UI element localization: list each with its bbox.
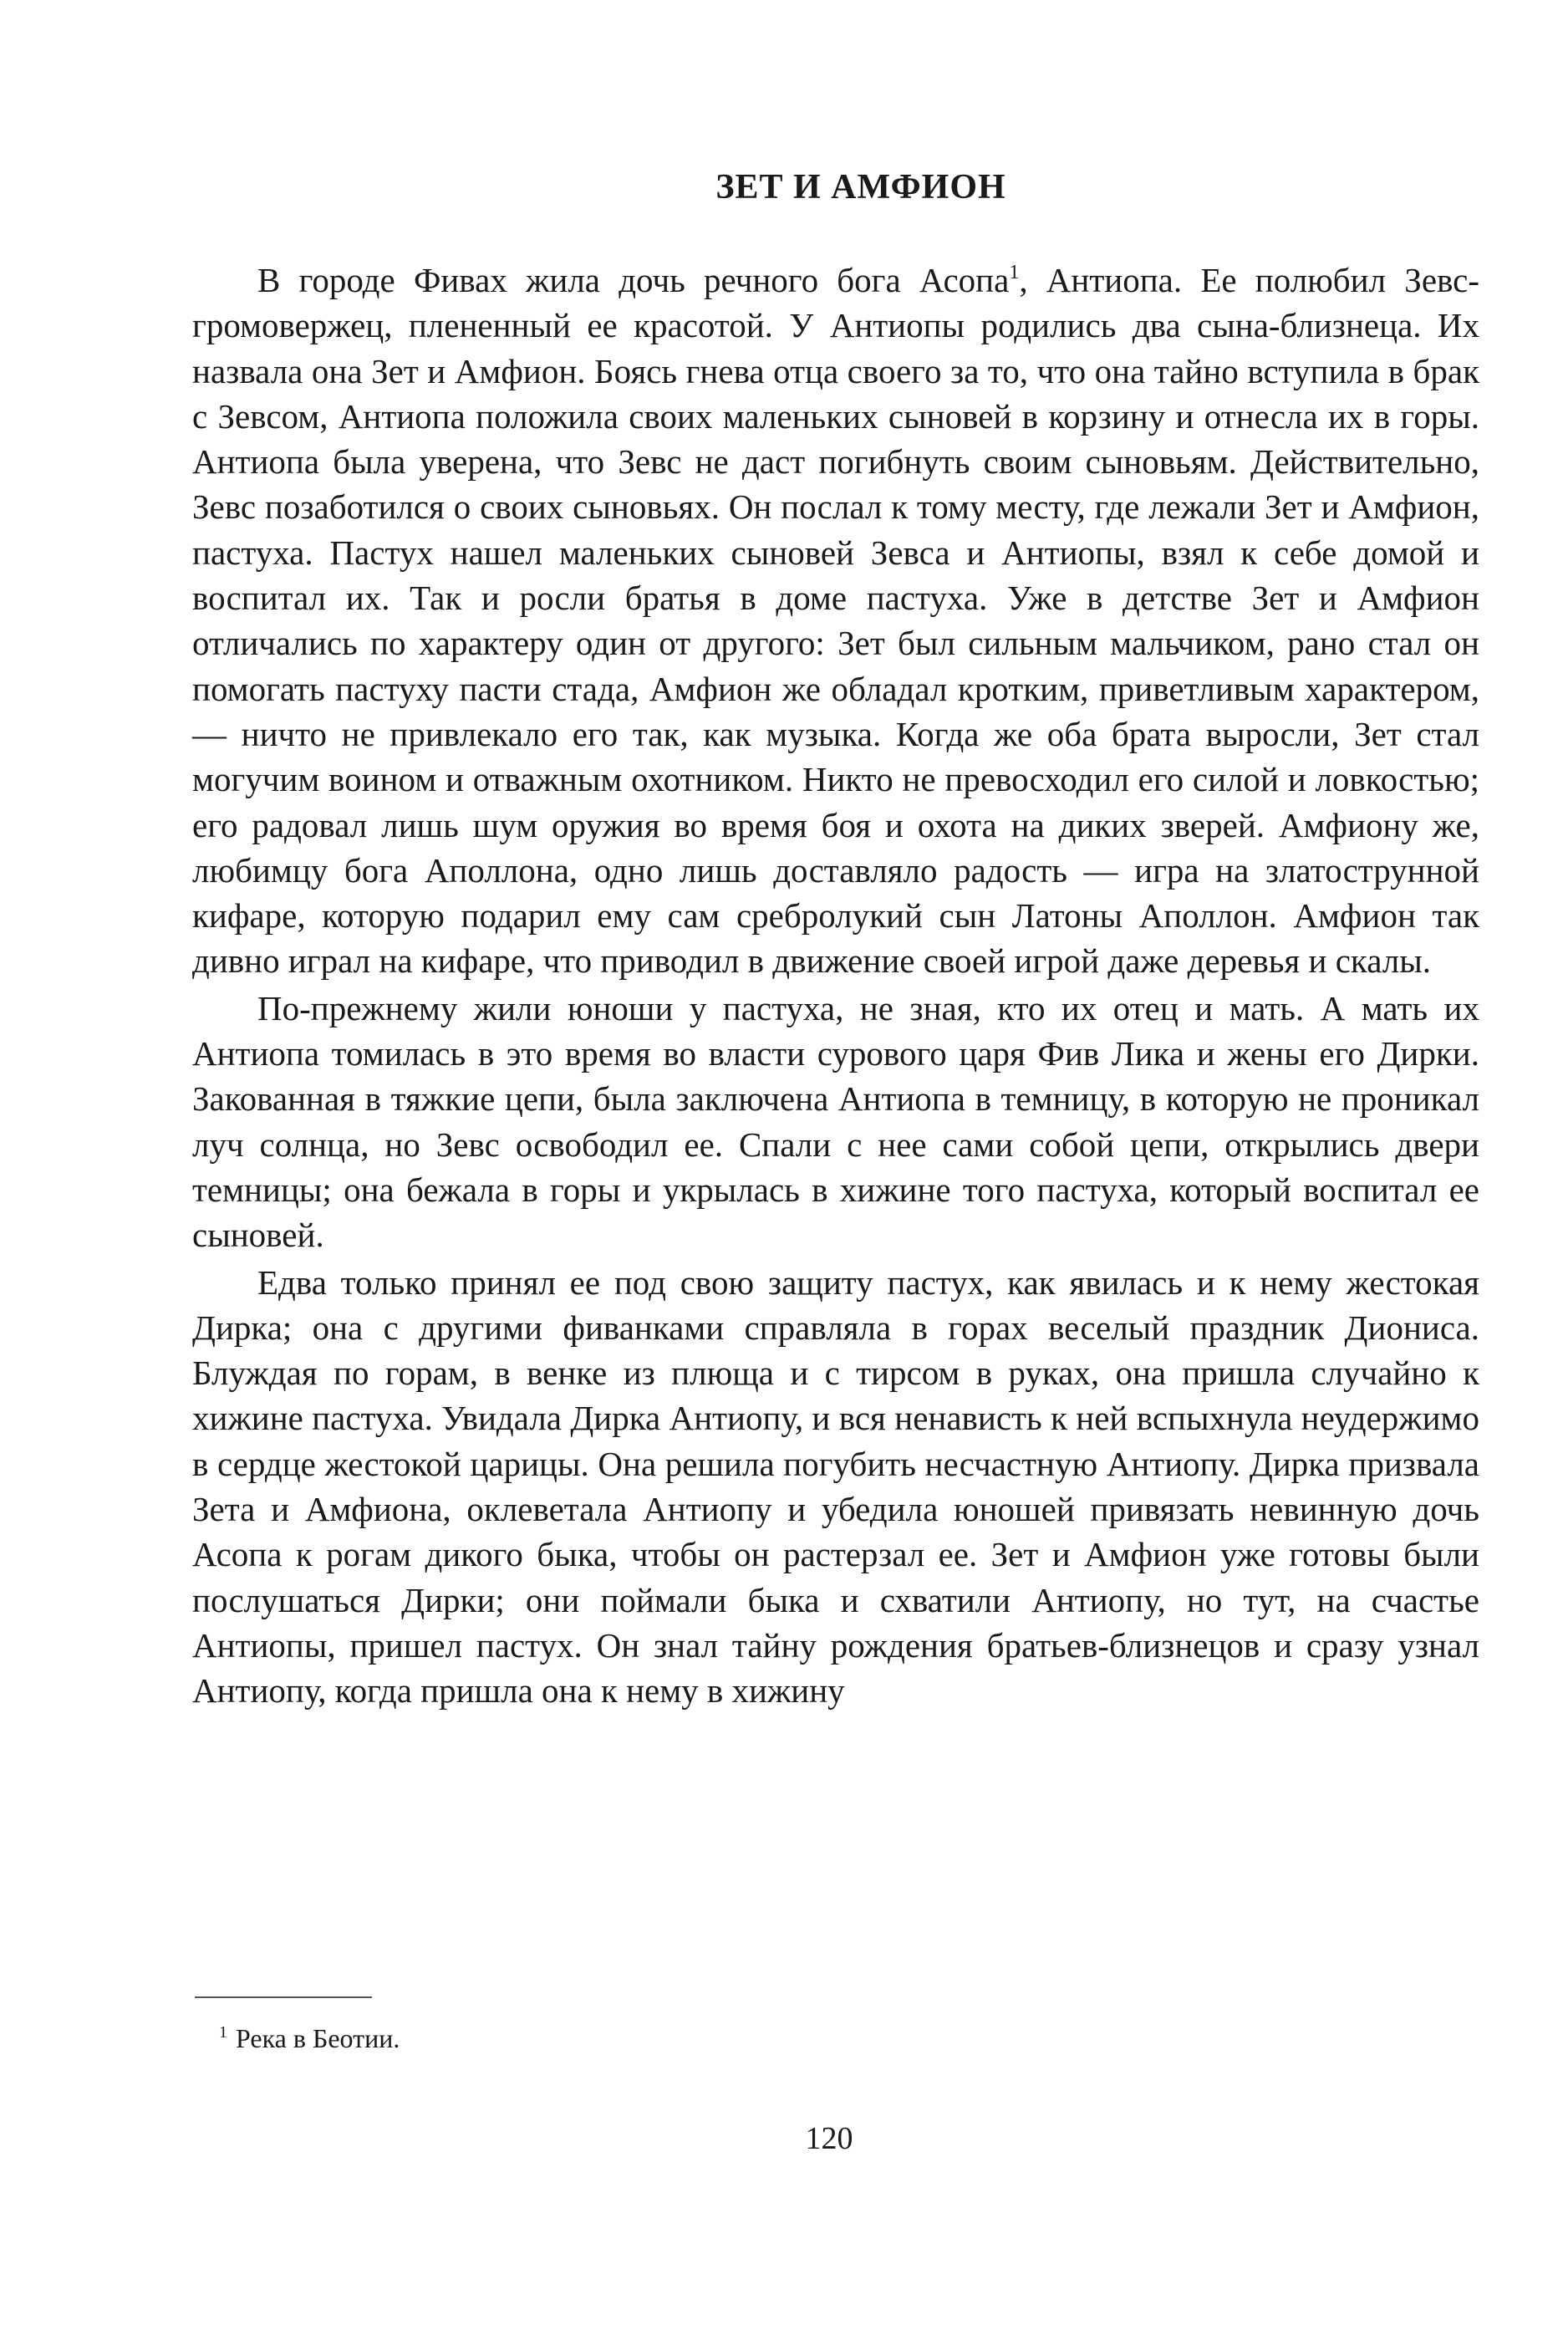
page-body — [192, 167, 1479, 1714]
footnote-mark: 1 — [219, 2023, 227, 2042]
page-number: 120 — [805, 2121, 853, 2156]
chapter-title: ЗЕТ И АМФИОН — [715, 168, 1006, 206]
footnote — [219, 2022, 400, 2055]
paragraph-1-rest: , Антиопа. Ее полюбил Зевс-громовержец, плененный ее красотой. У Антиопы родились два сына-близнеца. Их назвала она Зет и Амфион. Боясь гнева отца своего за то, что она тайно вступила в брак с Зевсом, Антиопа положила своих маленьких сыновей в корзину и отнесла их в горы. Антиопа была уверена, что Зевс не даст погибнуть своим сыновьям. Действительно, Зевс позаботился о своих сыновьях. Он послал к тому месту, где лежали Зет и Амфион, пастуха. Пастух нашел маленьких сыновей Зевса и Антиопы, взял к себе домой и воспитал их. Так и росли братья в доме пастуха. Уже в детстве Зет и Амфион отличались по характеру один от другого: Зет был сильным мальчиком, рано стал он помогать пастуху пасти стада, Амфион же обладал кротким, приветливым характером, — ничто не привлекало его так, как музыка. Когда же оба брата выросли, Зет стал могучим воином и отважным охотником. Никто не превосходил его силой и ловкостью; его радовал лишь шум оружия во время боя и охота на диких зверей. Амфиону же, любимцу бога Аполлона, одно лишь доставляло радость — игра на златострунной кифаре, которую подарил ему сам сребролукий сын Латоны Аполлон. Амфион так дивно играл на кифаре, что приводил в движение своей игрой даже деревья и скалы. — [192, 261, 1479, 981]
footnote-reference: 1 — [1009, 262, 1020, 283]
paragraph-1 — [192, 257, 1479, 984]
footnote-text: Река в Беотии. — [236, 2023, 400, 2053]
paragraph-3: Едва только принял ее под свою защиту пастух, как явилась и к нему жестокая Дирка; она с другими фиванками справляла в горах веселый праздник Диониса. Блуждая по горам, в венке из плюща и с тирсом в руках, она пришла случайно к хижине пастуха. Увидала Дирка Антиопу, и вся ненависть к ней вспыхнула неудержимо в сердце жестокой царицы. Она решила погубить несчастную Антиопу. Дирка призвала Зета и Амфиона, оклеветала Антиопу и убедила юношей привязать невинную дочь Асопа к рогам дикого быка, чтобы он растерзал ее. Зет и Амфион уже готовы были послушаться Дирки; они поймали быка и схватили Антиопу, но тут, на счастье Антиопы, пришел пастух. Он знал тайну рождения братьев-близнецов и сразу узнал Антиопу, когда пришла она к нему в хижину — [192, 1262, 1479, 1711]
paragraph-1-start: В городе Фивах жила дочь речного бога Асопа — [257, 261, 1010, 299]
paragraph-2: По-прежнему жили юноши у пастуха, не зная, кто их отец и мать. А мать их Антиопа томилась в это время во власти сурового царя Фив Лика и жены его Дирки. Закованная в тяжкие цепи, была заключена Антиопа в темницу, в которую не проникал луч солнца, но Зевс освободил ее. Спали с нее сами собой цепи, открылись двери темницы; она бежала в горы и укрылась в хижине того пастуха, который воспитал ее сыновей. — [192, 988, 1479, 1255]
footnote-divider — [195, 1996, 372, 1998]
